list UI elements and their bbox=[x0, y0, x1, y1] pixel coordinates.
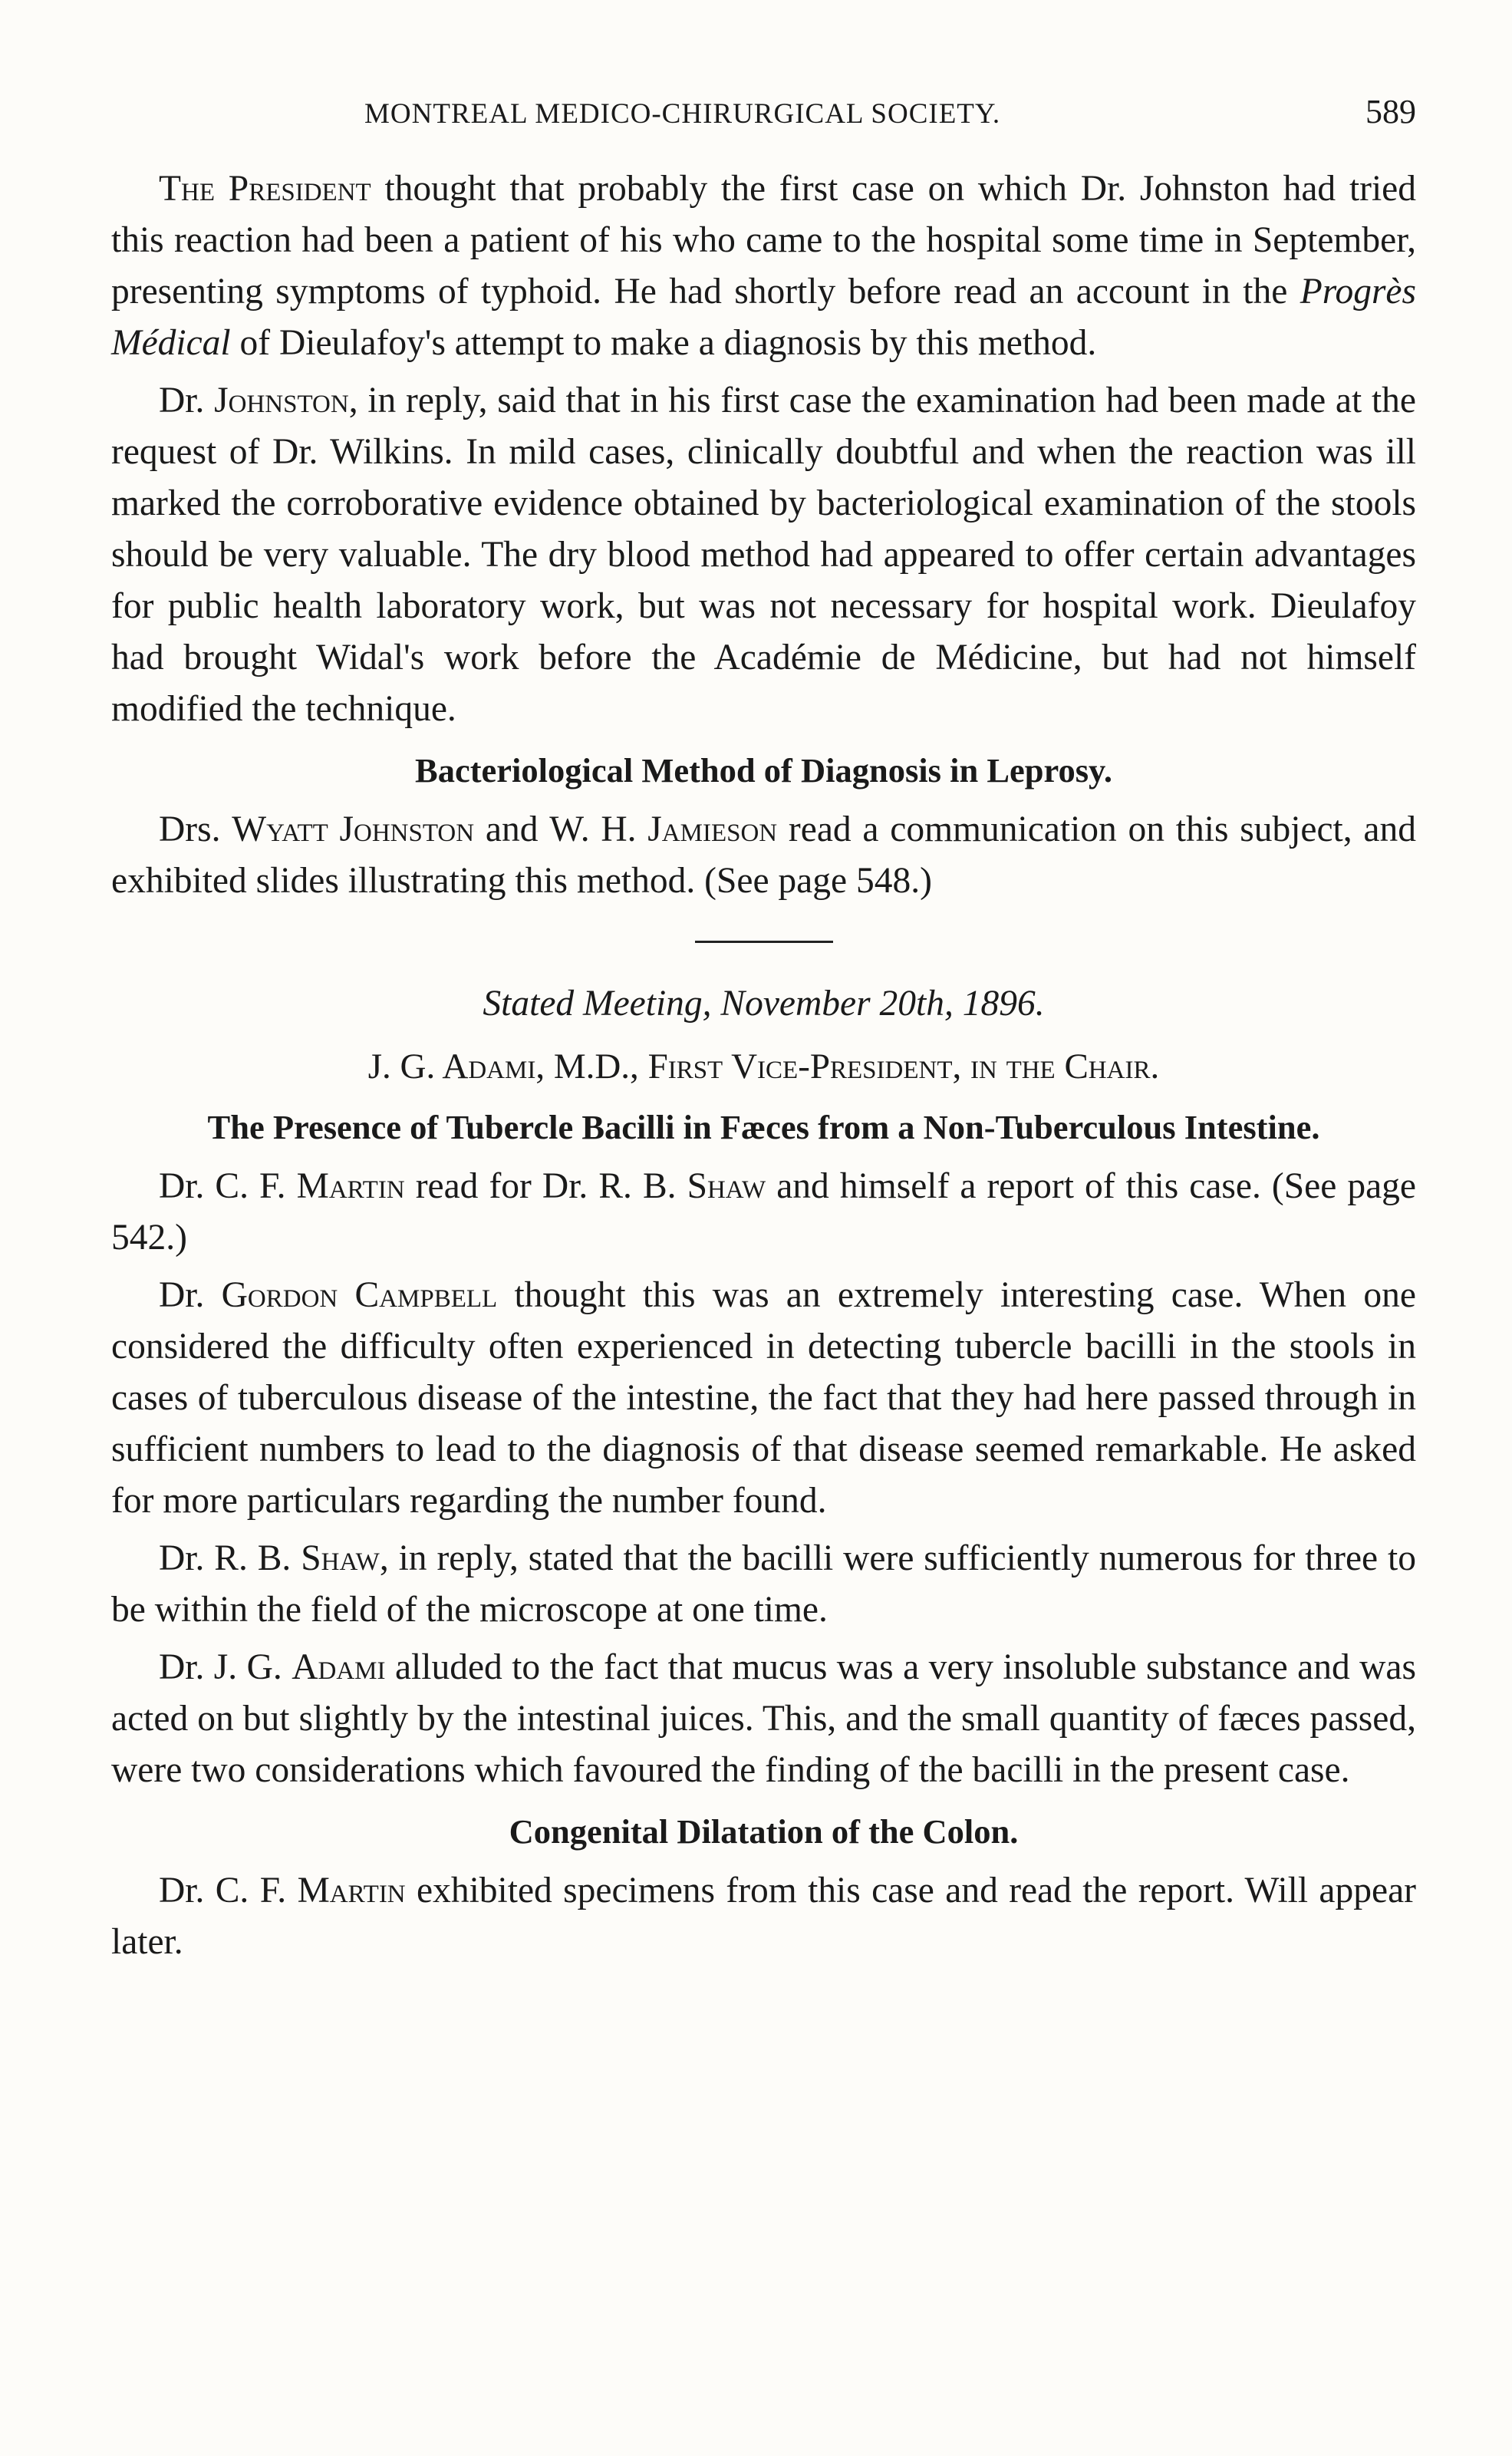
paragraph-campbell bbox=[111, 1270, 1416, 1527]
paragraph-text: alluded to the fact that mucus was a very insoluble substance and was acted on but slightly by the intestinal juices. This, and the small quantity of fæces passed, were two considerations which favoured the finding of the bacilli in the present case. bbox=[111, 1647, 1416, 1790]
paragraph-text: of Dieulafoy's attempt to make a diagnosis by this method. bbox=[230, 323, 1097, 363]
chair-name: J. G. Adami, M.D., bbox=[367, 1047, 639, 1086]
paragraph-text: read a communication on this subject, and exhibited slides illustrating this method. (See page 548.) bbox=[111, 809, 1416, 901]
paragraph-text: and bbox=[474, 809, 550, 849]
chair-role: First Vice-President, in the Chair. bbox=[638, 1047, 1160, 1086]
paragraph-text: Dr. C. F. bbox=[159, 1871, 298, 1910]
speaker-name: Shaw bbox=[687, 1166, 766, 1206]
paragraph-text: , in reply, said that in his first case the examination had been made at the request of Dr. Wilkins. In mild cases, clinically doubtful and when the reaction was ill marked the corroborative evidence obtained by bacteriological examination of the stools should be very valuable. The dry blood method had appeared to offer certain advantages for public health laboratory work, but was not necessary for hospital work. Dieulafoy had brought Widal's work before the Académie de Médicine, but had not himself modified the technique. bbox=[111, 381, 1416, 729]
speaker-name: Martin bbox=[296, 1166, 405, 1206]
paragraph-martin-report bbox=[111, 1161, 1416, 1264]
section-heading-tubercle: The Presence of Tubercle Bacilli in Fæces from a Non-Tuberculous Intestine. bbox=[207, 1108, 1320, 1146]
paragraph-martin-specimens bbox=[111, 1865, 1416, 1968]
paragraph-text: exhibited specimens from this case and read the report. Will appear later. bbox=[111, 1871, 1416, 1962]
paragraph-text: Dr. bbox=[159, 381, 215, 420]
paragraph-text: Dr. C. F. bbox=[159, 1166, 297, 1206]
speaker-name: W. H. Jamieson bbox=[549, 809, 778, 849]
paragraph-leprosy-communication bbox=[111, 804, 1416, 907]
speaker-name: Gordon Campbell bbox=[221, 1275, 498, 1315]
running-title: MONTREAL MEDICO-CHIRURGICAL SOCIETY. bbox=[364, 98, 1001, 130]
section-divider bbox=[695, 941, 833, 943]
paragraph-text: thought this was an extremely interesting case. When one considered the difficulty often experienced in detecting tubercle bacilli in the stools in cases of tuberculous disease of the intestine, the fact that they had here passed through in sufficient numbers to lead to the diagnosis of that disease seemed remarkable. He asked for more particulars regarding the number found. bbox=[111, 1275, 1417, 1521]
page-number: 589 bbox=[1365, 93, 1416, 130]
paragraph-text: Drs. bbox=[159, 809, 232, 849]
speaker-name: Wyatt Johnston bbox=[232, 809, 475, 849]
paragraph-text: Dr. R. B. bbox=[159, 1538, 301, 1578]
section-heading-leprosy: Bacteriological Method of Diagnosis in Leprosy. bbox=[415, 751, 1112, 790]
paragraph-johnston-reply bbox=[111, 375, 1416, 735]
paragraph-text: and himself a report of this case. (See page 542.) bbox=[111, 1166, 1417, 1258]
journal-title: Progrès Médical bbox=[111, 272, 1416, 363]
running-header bbox=[111, 92, 1416, 131]
section-heading-colon: Congenital Dilatation of the Colon. bbox=[509, 1812, 1019, 1851]
chair-line bbox=[111, 1041, 1416, 1092]
speaker-name: The President bbox=[159, 169, 371, 209]
paragraph-text: , in reply, stated that the bacilli were sufficiently numerous for three to be within the field of the microscope at one time. bbox=[111, 1538, 1416, 1630]
paragraph-adami bbox=[111, 1642, 1416, 1796]
speaker-name: Shaw bbox=[301, 1538, 380, 1578]
paragraph-text: read for Dr. R. B. bbox=[404, 1166, 687, 1206]
paragraph-text: Dr. J. G. bbox=[159, 1647, 292, 1687]
meeting-title: Stated Meeting, November 20th, 1896. bbox=[483, 984, 1045, 1024]
speaker-name: Johnston bbox=[214, 381, 349, 420]
paragraph-shaw-reply bbox=[111, 1533, 1416, 1636]
speaker-name: Adami bbox=[292, 1647, 386, 1687]
speaker-name: Martin bbox=[297, 1871, 406, 1910]
paragraph-text: thought that probably the first case on which Dr. Johnston had tried this reaction had been a patient of his who came to the hospital some time in September, presenting symptoms of typhoid. He had shortly before read an account in the bbox=[111, 169, 1416, 312]
paragraph-president bbox=[111, 163, 1416, 369]
paragraph-text: Dr. bbox=[159, 1275, 222, 1315]
